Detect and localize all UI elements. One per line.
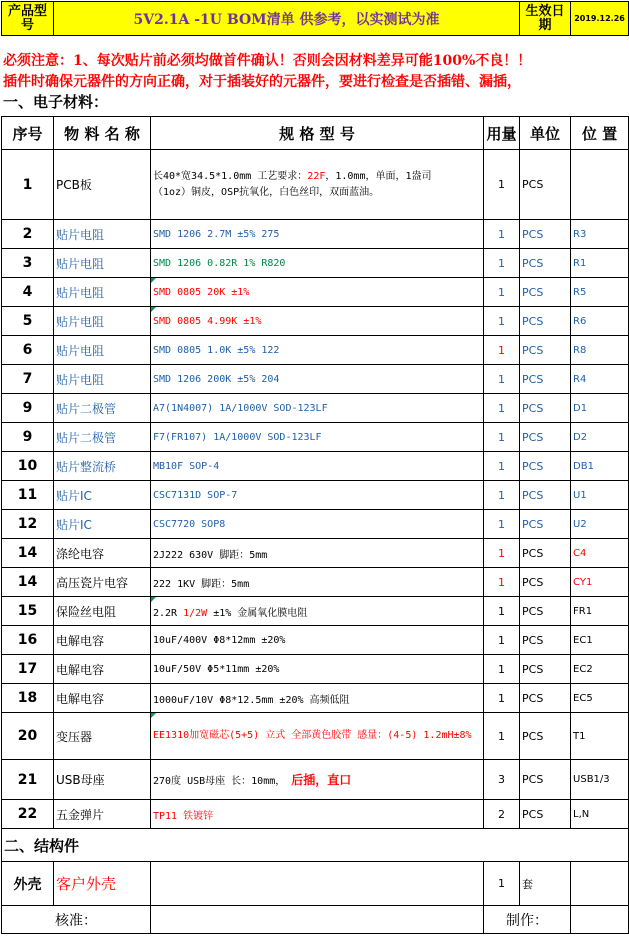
row-spec: 1000uF/10V Φ8*12.5mm ±20% 高频低阻 — [151, 684, 484, 713]
row-spec: SMD 1206 2.7M ±5% 275 — [151, 220, 484, 249]
row-unit: PCS — [520, 150, 571, 220]
row-unit: PCS — [520, 539, 571, 568]
row-pos: U1 — [571, 481, 629, 510]
row-pos: C4 — [571, 539, 629, 568]
row-seq: 3 — [2, 249, 54, 278]
row-name: 贴片整流桥 — [54, 452, 151, 481]
row-pos: R1 — [571, 249, 629, 278]
row-name: USB母座 — [54, 760, 151, 800]
row-qty: 1 — [484, 394, 520, 423]
col-pos: 位 置 — [571, 117, 629, 150]
row-spec: MB10F SOP-4 — [151, 452, 484, 481]
row-unit: PCS — [520, 713, 571, 760]
row-spec: TP11 铁镀锌 — [151, 800, 484, 829]
row-spec — [151, 760, 484, 800]
row-unit: PCS — [520, 655, 571, 684]
row-qty: 1 — [484, 539, 520, 568]
structure-name: 客户外壳 — [54, 862, 151, 906]
row-qty: 1 — [484, 626, 520, 655]
row-spec: 2J222 630V 脚距：5mm — [151, 539, 484, 568]
row-pos: R5 — [571, 278, 629, 307]
row-name: 变压器 — [54, 713, 151, 760]
row-unit: PCS — [520, 365, 571, 394]
row-seq: 9 — [2, 394, 54, 423]
row-qty: 1 — [484, 336, 520, 365]
row-spec: SMD 0805 1.0K ±5% 122 — [151, 336, 484, 365]
col-name: 物 料 名 称 — [54, 117, 151, 150]
effective-date: 2019.12.26 — [571, 2, 629, 36]
row-pos — [571, 150, 629, 220]
row-qty: 1 — [484, 220, 520, 249]
row-seq: 15 — [2, 597, 54, 626]
table-row — [2, 307, 629, 336]
bom-table — [1, 1, 629, 934]
row-qty: 1 — [484, 713, 520, 760]
row-seq: 1 — [2, 150, 54, 220]
table-row — [2, 394, 629, 423]
table-row — [2, 510, 629, 539]
usb-spec-red: 后插，直口 — [291, 773, 352, 787]
row-qty: 1 — [484, 568, 520, 597]
table-row — [2, 760, 629, 800]
row-spec: EE1310加宽磁芯(5+5) 立式 全部黄色胶带 感量：(4-5) 1.2mH±8% — [151, 713, 484, 760]
row-pos: L,N — [571, 800, 629, 829]
row-spec: F7(FR107) 1A/1000V SOD-123LF — [151, 423, 484, 452]
row-seq: 6 — [2, 336, 54, 365]
row-unit: PCS — [520, 626, 571, 655]
row-pos: R3 — [571, 220, 629, 249]
row-seq: 18 — [2, 684, 54, 713]
row-unit: PCS — [520, 423, 571, 452]
row-seq: 2 — [2, 220, 54, 249]
row-pos: D2 — [571, 423, 629, 452]
section-structure: 二、结构件 — [2, 829, 629, 862]
row-name: 电解电容 — [54, 684, 151, 713]
row-qty: 1 — [484, 365, 520, 394]
row-spec: 10uF/50V Φ5*11mm ±20% — [151, 655, 484, 684]
row-unit: PCS — [520, 800, 571, 829]
row-spec: SMD 1206 0.82R 1% R820 — [151, 249, 484, 278]
row-qty: 1 — [484, 278, 520, 307]
row-seq: 4 — [2, 278, 54, 307]
row-pos: FR1 — [571, 597, 629, 626]
row-qty: 1 — [484, 510, 520, 539]
row-qty: 1 — [484, 249, 520, 278]
row-unit: PCS — [520, 394, 571, 423]
product-model-label: 产品型号 — [2, 2, 54, 36]
table-row — [2, 713, 629, 760]
row-pos: CY1 — [571, 568, 629, 597]
row-name: 贴片电阻 — [54, 307, 151, 336]
row-unit: PCS — [520, 568, 571, 597]
row-seq: 7 — [2, 365, 54, 394]
table-row — [2, 800, 629, 829]
structure-pos — [571, 862, 629, 906]
col-seq: 序号 — [2, 117, 54, 150]
row-seq: 11 — [2, 481, 54, 510]
row-name: PCB板 — [54, 150, 151, 220]
row-spec: A7(1N4007) 1A/1000V SOD-123LF — [151, 394, 484, 423]
row-pos: USB1/3 — [571, 760, 629, 800]
row-spec: 222 1KV 脚距：5mm — [151, 568, 484, 597]
make-label: 制作： — [484, 906, 571, 934]
row-seq: 21 — [2, 760, 54, 800]
row-seq: 12 — [2, 510, 54, 539]
row-pos: R6 — [571, 307, 629, 336]
row-qty: 1 — [484, 481, 520, 510]
row-pos: EC1 — [571, 626, 629, 655]
row-qty: 1 — [484, 597, 520, 626]
row-qty: 1 — [484, 684, 520, 713]
row-qty: 1 — [484, 423, 520, 452]
row-qty: 1 — [484, 150, 520, 220]
row-name: 贴片电阻 — [54, 220, 151, 249]
row-name: 贴片二极管 — [54, 394, 151, 423]
row-seq: 5 — [2, 307, 54, 336]
row-name: 贴片电阻 — [54, 249, 151, 278]
review-label: 核准： — [2, 906, 151, 934]
row-spec — [151, 150, 484, 220]
structure-qty: 1 — [484, 862, 520, 906]
row-unit: PCS — [520, 278, 571, 307]
structure-seq: 外壳 — [2, 862, 54, 906]
pcb-spec-suffix: ，1.0mm，单面，1盎司 — [325, 170, 432, 182]
row-unit: PCS — [520, 510, 571, 539]
usb-spec-prefix: 270度 USB母座 长：10mm， — [153, 776, 292, 787]
row-pos: EC5 — [571, 684, 629, 713]
col-spec: 规 格 型 号 — [151, 117, 484, 150]
row-name: 贴片二极管 — [54, 423, 151, 452]
row-name: 贴片IC — [54, 510, 151, 539]
row-spec: CSC7720 SOP8 — [151, 510, 484, 539]
row-qty: 3 — [484, 760, 520, 800]
row-pos: U2 — [571, 510, 629, 539]
review-value — [151, 906, 484, 934]
row-spec: CSC7131D SOP-7 — [151, 481, 484, 510]
document-title: 5V2.1A -1U BOM清单 供参考，以实测试为准 — [54, 2, 520, 36]
row-unit: PCS — [520, 597, 571, 626]
row-spec — [151, 597, 484, 626]
row-seq: 14 — [2, 568, 54, 597]
table-row — [2, 249, 629, 278]
row-pos: R4 — [571, 365, 629, 394]
row-name: 贴片电阻 — [54, 365, 151, 394]
row-qty: 1 — [484, 655, 520, 684]
fuse-spec-suffix: ±1% 金属氧化膜电阻 — [207, 607, 308, 619]
row-seq: 9 — [2, 423, 54, 452]
row-pos: T1 — [571, 713, 629, 760]
row-unit: PCS — [520, 684, 571, 713]
pcb-spec-prefix: 长40*宽34.5*1.0mm 工艺要求： — [153, 170, 308, 182]
row-seq: 22 — [2, 800, 54, 829]
row-unit: PCS — [520, 220, 571, 249]
notice-line-1: 必须注意：1、每次贴片前必须均做首件确认！否则会因材料差异可能100%不良！！ — [3, 53, 532, 69]
row-qty: 2 — [484, 800, 520, 829]
row-name: 电解电容 — [54, 655, 151, 684]
row-pos: R8 — [571, 336, 629, 365]
row-pos: D1 — [571, 394, 629, 423]
row-unit: PCS — [520, 481, 571, 510]
table-row — [2, 336, 629, 365]
table-row — [2, 452, 629, 481]
table-row — [2, 220, 629, 249]
row-unit: PCS — [520, 249, 571, 278]
pcb-spec-red: 22F — [307, 170, 326, 182]
make-value — [571, 906, 629, 934]
table-row — [2, 655, 629, 684]
row-unit: PCS — [520, 760, 571, 800]
row-seq: 10 — [2, 452, 54, 481]
row-unit: PCS — [520, 307, 571, 336]
pcb-spec-line2: （1oz）铜皮，OSP抗氧化，白色丝印，双面蓝油。 — [153, 186, 380, 198]
row-name: 贴片电阻 — [54, 336, 151, 365]
row-spec: 10uF/400V Φ8*12mm ±20% — [151, 626, 484, 655]
row-seq: 20 — [2, 713, 54, 760]
row-seq: 14 — [2, 539, 54, 568]
row-unit: PCS — [520, 452, 571, 481]
row-name: 涤纶电容 — [54, 539, 151, 568]
col-unit: 单位 — [520, 117, 571, 150]
table-row — [2, 278, 629, 307]
row-pos: EC2 — [571, 655, 629, 684]
table-row — [2, 481, 629, 510]
fuse-spec-red: 1/2W — [183, 607, 208, 619]
table-row — [2, 539, 629, 568]
fuse-spec-prefix: 2.2R — [153, 607, 184, 619]
row-name: 五金弹片 — [54, 800, 151, 829]
row-qty: 1 — [484, 452, 520, 481]
table-row — [2, 626, 629, 655]
col-qty: 用量 — [484, 117, 520, 150]
row-seq: 17 — [2, 655, 54, 684]
table-row — [2, 684, 629, 713]
row-name: 保险丝电阻 — [54, 597, 151, 626]
row-spec: SMD 0805 20K ±1% — [151, 278, 484, 307]
row-spec: SMD 0805 4.99K ±1% — [151, 307, 484, 336]
row-name: 电解电容 — [54, 626, 151, 655]
row-name: 贴片电阻 — [54, 278, 151, 307]
structure-spec — [151, 862, 484, 906]
notice-line-2: 插件时确保元器件的方向正确，对于插装好的元器件，要进行检查是否插错、漏插， — [3, 74, 521, 90]
row-unit: PCS — [520, 336, 571, 365]
row-spec: SMD 1206 200K ±5% 204 — [151, 365, 484, 394]
table-row — [2, 862, 629, 906]
table-row — [2, 150, 629, 220]
row-qty: 1 — [484, 307, 520, 336]
row-pos: DB1 — [571, 452, 629, 481]
row-name: 贴片IC — [54, 481, 151, 510]
row-seq: 16 — [2, 626, 54, 655]
table-row — [2, 423, 629, 452]
structure-unit: 套 — [520, 862, 571, 906]
table-row — [2, 365, 629, 394]
table-row — [2, 568, 629, 597]
effective-date-label: 生效日期 — [520, 2, 571, 36]
section-electronic: 一、电子材料： — [3, 93, 109, 111]
row-name: 高压瓷片电容 — [54, 568, 151, 597]
table-row — [2, 597, 629, 626]
